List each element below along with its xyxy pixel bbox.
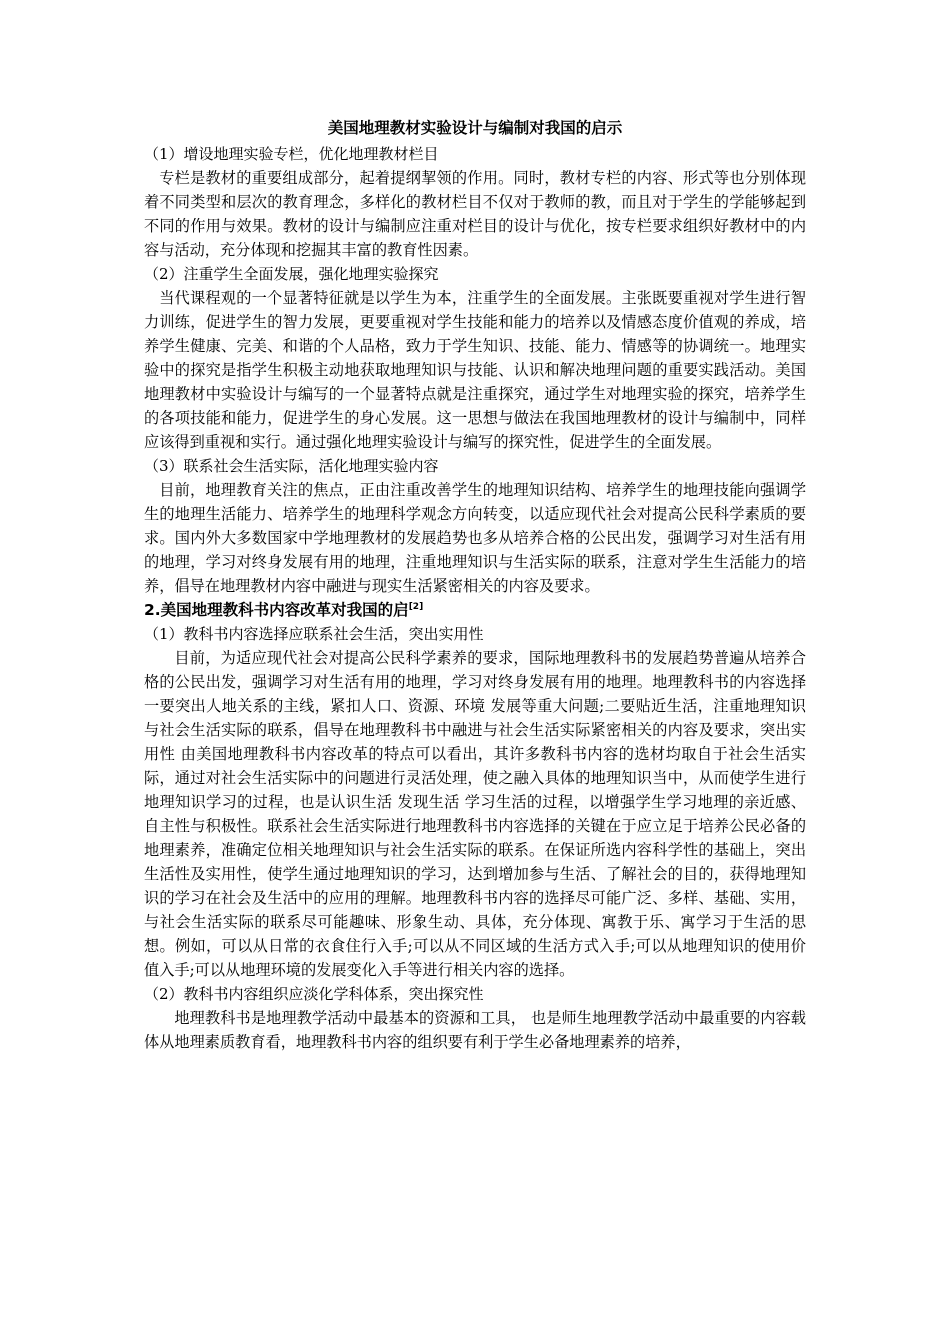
subheading-2-2: （2）教科书内容组织应淡化学科体系，突出探究性	[144, 985, 484, 1003]
paragraph-2-1: 目前，为适应现代社会对提高公民科学素养的要求，国际地理教科书的发展趋势普遍从培养合格的公民出发，强调学习对生活有用的地理，学习对终身发展有用的地理。地理教科书的内容选择一要突出人地关系的主线，紧扣人口、资源、环境 发展等重大问题;二要贴近生活，注重地理知识与社会生活实际的联系，倡导在地理教科书中融进与社会生活实际紧密相关的内容及要求，突出实用性 由美国地理教科书内容改革的特点可以看出，其许多教科书内容的选材均取自于社会生活实际，通过对社会生活实际中的问题进行灵活处理，使之融入具体的地理知识当中，从而使学生进行地理知识学习的过程，也是认识生活 发现生活 学习生活的过程，以增强学生学习地理的亲近感、自主性与积极性。联系社会生活实际进行地理教科书内容选择的关键在于应立足于培养公民必备的地理素养，准确定位相关地理知识与社会生活实际的联系。在保证所选内容科学性的基础上，突出生活性及实用性，使学生通过地理知识的学习，达到增加参与生活、了解社会的目的，获得地理知识的学习在社会及生活中的应用的理解。地理教科书内容的选择尽可能广泛、多样、基础、实用，与社会生活实际的联系尽可能趣味、形象生动、具体，充分体现、寓教于乐、寓学习于生活的思想。例如，可以从日常的衣食住行入手;可以从不同区域的生活方式入手;可以从地理知识的使用价值入手;可以从地理环境的发展变化入手等进行相关内容的选择。	[144, 649, 806, 979]
citation-ref: [2]	[408, 601, 424, 612]
subheading-1-3: （3）联系社会生活实际，活化地理实验内容	[144, 457, 439, 475]
paragraph-1-3: 目前，地理教育关注的焦点，正由注重改善学生的地理知识结构、培养学生的地理技能向强调学生的地理生活能力、培养学生的地理科学观念方向转变，以适应现代社会对提高公民科学素质的要求。国内外大多数国家中学地理教材的发展趋势也多从培养合格的公民出发，强调学习对生活有用的地理，学习对终身发展有用的地理，注重地理知识与生活实际的联系，注意对学生生活能力的培养，倡导在地理教材内容中融进与现实生活紧密相关的内容及要求。	[144, 481, 806, 595]
subheading-2-1: （1）教科书内容选择应联系社会生活，突出实用性	[144, 625, 484, 643]
subheading-1-1: （1）增设地理实验专栏，优化地理教材栏目	[144, 145, 439, 163]
document-page	[144, 116, 806, 1054]
section-heading-2	[144, 598, 806, 622]
paragraph-1-2: 当代课程观的一个显著特征就是以学生为本，注重学生的全面发展。主张既要重视对学生进行智力训练，促进学生的智力发展，更要重视对学生技能和能力的培养以及情感态度价值观的养成，培养学生健康、完美、和谐的个人品格，致力于学生知识、技能、能力、情感等的协调统一。地理实验中的探究是指学生积极主动地获取地理知识与技能、认识和解决地理问题的重要实践活动。美国地理教材中实验设计与编写的一个显著特点就是注重探究，通过学生对地理实验的探究，培养学生的各项技能和能力，促进学生的身心发展。这一思想与做法在我国地理教材的设计与编制中，同样应该得到重视和实行。通过强化地理实验设计与编写的探究性，促进学生的全面发展。	[144, 289, 806, 451]
paragraph-1-1: 专栏是教材的重要组成部分，起着提纲挈领的作用。同时，教材专栏的内容、形式等也分别体现着不同类型和层次的教育理念，多样化的教材栏目不仅对于教师的教，而且对于学生的学能够起到不同的作用与效果。教材的设计与编制应注重对栏目的设计与优化，按专栏要求组织好教材中的内容与活动，充分体现和挖掘其丰富的教育性因素。	[144, 169, 806, 259]
section-heading-2-text: 2.美国地理教科书内容改革对我国的启	[144, 601, 409, 619]
subheading-1-2: （2）注重学生全面发展，强化地理实验探究	[144, 265, 439, 283]
paragraph-2-2: 地理教科书是地理教学活动中最基本的资源和工具， 也是师生地理教学活动中最重要的内容载体从地理素质教育看，地理教科书内容的组织要有利于学生必备地理素养的培养，	[144, 1009, 806, 1051]
document-title: 美国地理教材实验设计与编制对我国的启示	[327, 118, 623, 137]
